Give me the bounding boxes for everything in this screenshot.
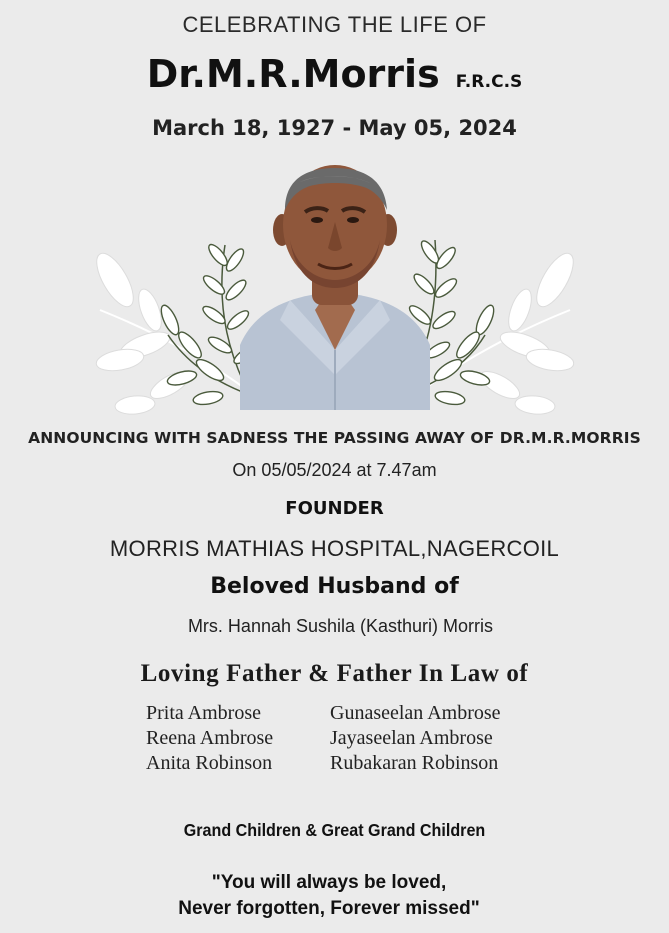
spouse-name: Mrs. Hannah Sushila (Kasthuri) Morris bbox=[187, 616, 494, 636]
name-row bbox=[0, 52, 669, 96]
portrait-illustration bbox=[90, 160, 580, 420]
grandchildren-heading: Grand Children & Great Grand Children bbox=[183, 820, 486, 840]
children-in-law-list bbox=[330, 701, 501, 776]
portrait-section bbox=[90, 160, 580, 420]
quote-line-1: "You will always be loved, bbox=[211, 872, 447, 893]
list-item: Rubakaran Robinson bbox=[330, 752, 499, 774]
passing-datetime: On 05/05/2024 at 7.47am bbox=[232, 460, 437, 480]
name-suffix: F.R.C.S bbox=[455, 72, 523, 92]
celebrating-heading: CELEBRATING THE LIFE OF bbox=[182, 12, 487, 37]
announcement-text: ANNOUNCING WITH SADNESS THE PASSING AWAY OF DR.M.R.MORRIS bbox=[28, 429, 641, 447]
list-item: Gunaseelan Ambrose bbox=[330, 702, 501, 724]
portrait-photo bbox=[240, 165, 430, 410]
quote-line-2: Never forgotten, Forever missed" bbox=[178, 898, 480, 919]
list-item: Jayaseelan Ambrose bbox=[330, 727, 493, 749]
memorial-quote bbox=[0, 870, 654, 922]
children-list bbox=[146, 701, 273, 776]
life-dates: March 18, 1927 - May 05, 2024 bbox=[152, 116, 517, 140]
list-item: Anita Robinson bbox=[146, 752, 273, 774]
list-item: Reena Ambrose bbox=[146, 727, 274, 749]
deceased-name: Dr.M.R.Morris bbox=[146, 52, 440, 96]
role-label: FOUNDER bbox=[285, 498, 384, 519]
children-heading: Loving Father & Father In Law of bbox=[140, 660, 529, 687]
list-item: Prita Ambrose bbox=[146, 702, 261, 724]
spouse-heading: Beloved Husband of bbox=[210, 574, 459, 599]
hospital-name: MORRIS MATHIAS HOSPITAL,NAGERCOIL bbox=[109, 536, 560, 561]
leaf-wreath-left-icon bbox=[90, 242, 260, 416]
